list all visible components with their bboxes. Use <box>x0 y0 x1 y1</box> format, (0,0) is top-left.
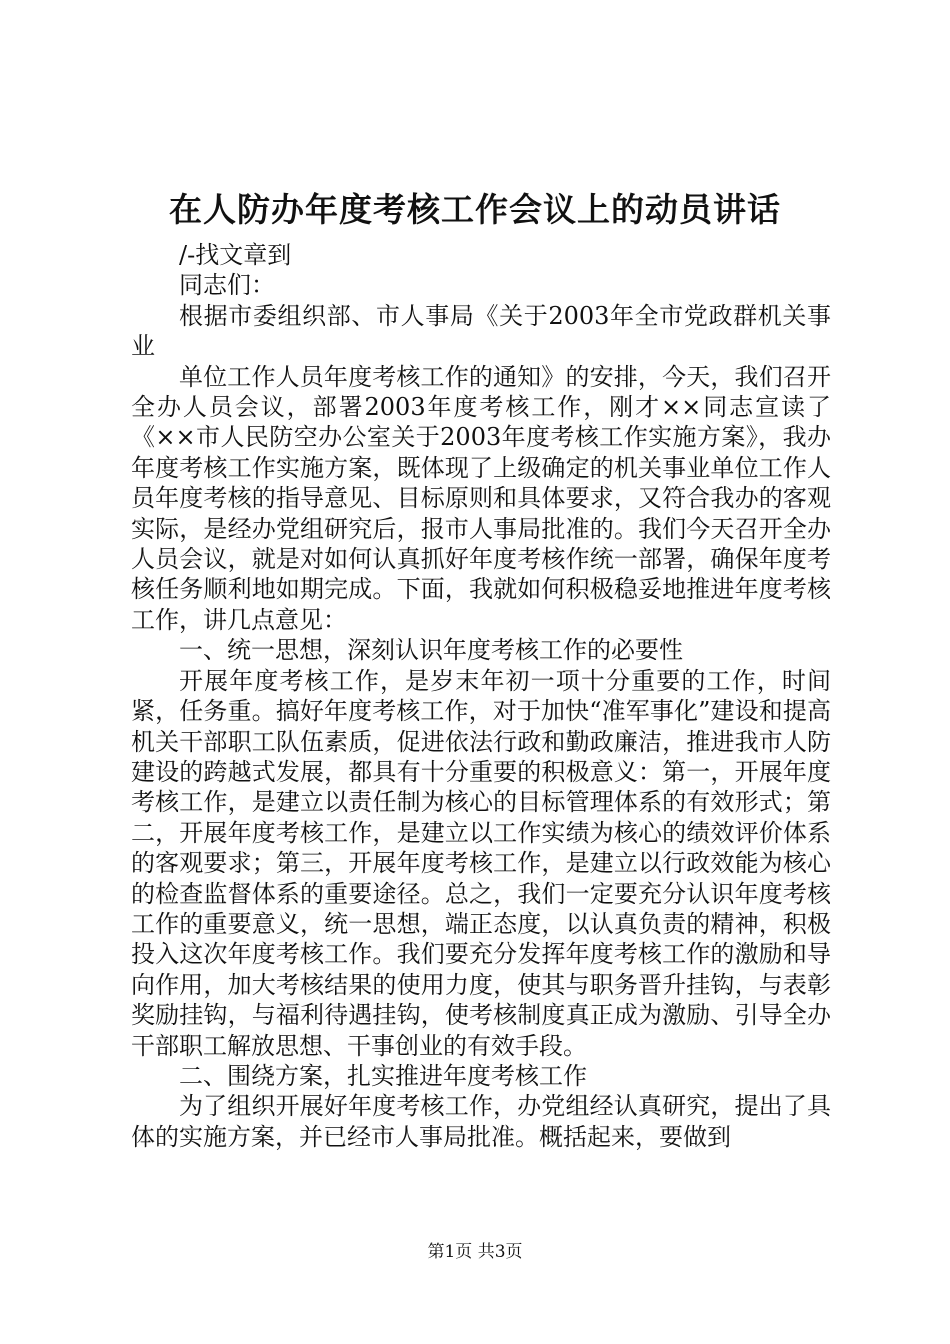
paragraph: 单位工作人员年度考核工作的通知》的安排，今天，我们召开全办人员会议，部署2003年度考核工作，刚才××同志宣读了《××市人民防空办公室关于2003年度考核工作实施方案》，我办年度考核工作实施方案，既体现了上级确定的机关事业单位工作人员年度考核的指导意见、目标原则和具体要求，又符合我办的客观实际，是经办党组研究后，报市人事局批准的。我们今天召开全办人员会议，就是对如何认真抓好年度考核作统一部署，确保年度考核任务顺利地如期完成。下面，我就如何积极稳妥地推进年度考核工作，讲几点意见： <box>131 362 831 634</box>
page-footer: 第1页 共3页 <box>427 1242 523 1262</box>
document-body <box>131 240 831 1152</box>
section-heading: 一、统一思想，深刻认识年度考核工作的必要性 <box>179 636 683 665</box>
paragraph: 开展年度考核工作，是岁末年初一项十分重要的工作，时间紧，任务重。搞好年度考核工作，对于加快“准军事化”建设和提高机关干部职工队伍素质，促进依法行政和勤政廉洁，推进我市人防建设的跨越式发展，都具有十分重要的积极意义：第一，开展年度考核工作，是建立以责任制为核心的目标管理体系的有效形式；第二，开展年度考核工作，是建立以工作实绩为核心的绩效评价体系的客观要求；第三，开展年度考核工作，是建立以行政效能为核心的检查监督体系的重要途径。总之，我们一定要充分认识年度考核工作的重要意义，统一思想，端正态度，以认真负责的精神，积极投入这次年度考核工作。我们要充分发挥年度考核工作的激励和导向作用，加大考核结果的使用力度，使其与职务晋升挂钩，与表彰奖励挂钩，与福利待遇挂钩，使考核制度真正成为激励、引导全办干部职工解放思想、干事创业的有效手段。 <box>131 666 831 1060</box>
section-heading: 二、围绕方案，扎实推进年度考核工作 <box>179 1061 587 1090</box>
paragraph: 根据市委组织部、市人事局《关于2003年全市党政群机关事业 <box>131 301 831 361</box>
source-line: /-找文章到 <box>179 241 292 269</box>
salutation: 同志们： <box>179 271 275 300</box>
document-title: 在人防办年度考核工作会议上的动员讲话 <box>169 190 781 229</box>
paragraph: 为了组织开展好年度考核工作，办党组经认真研究，提出了具体的实施方案，并已经市人事局批准。概括起来，要做到 <box>131 1092 831 1151</box>
